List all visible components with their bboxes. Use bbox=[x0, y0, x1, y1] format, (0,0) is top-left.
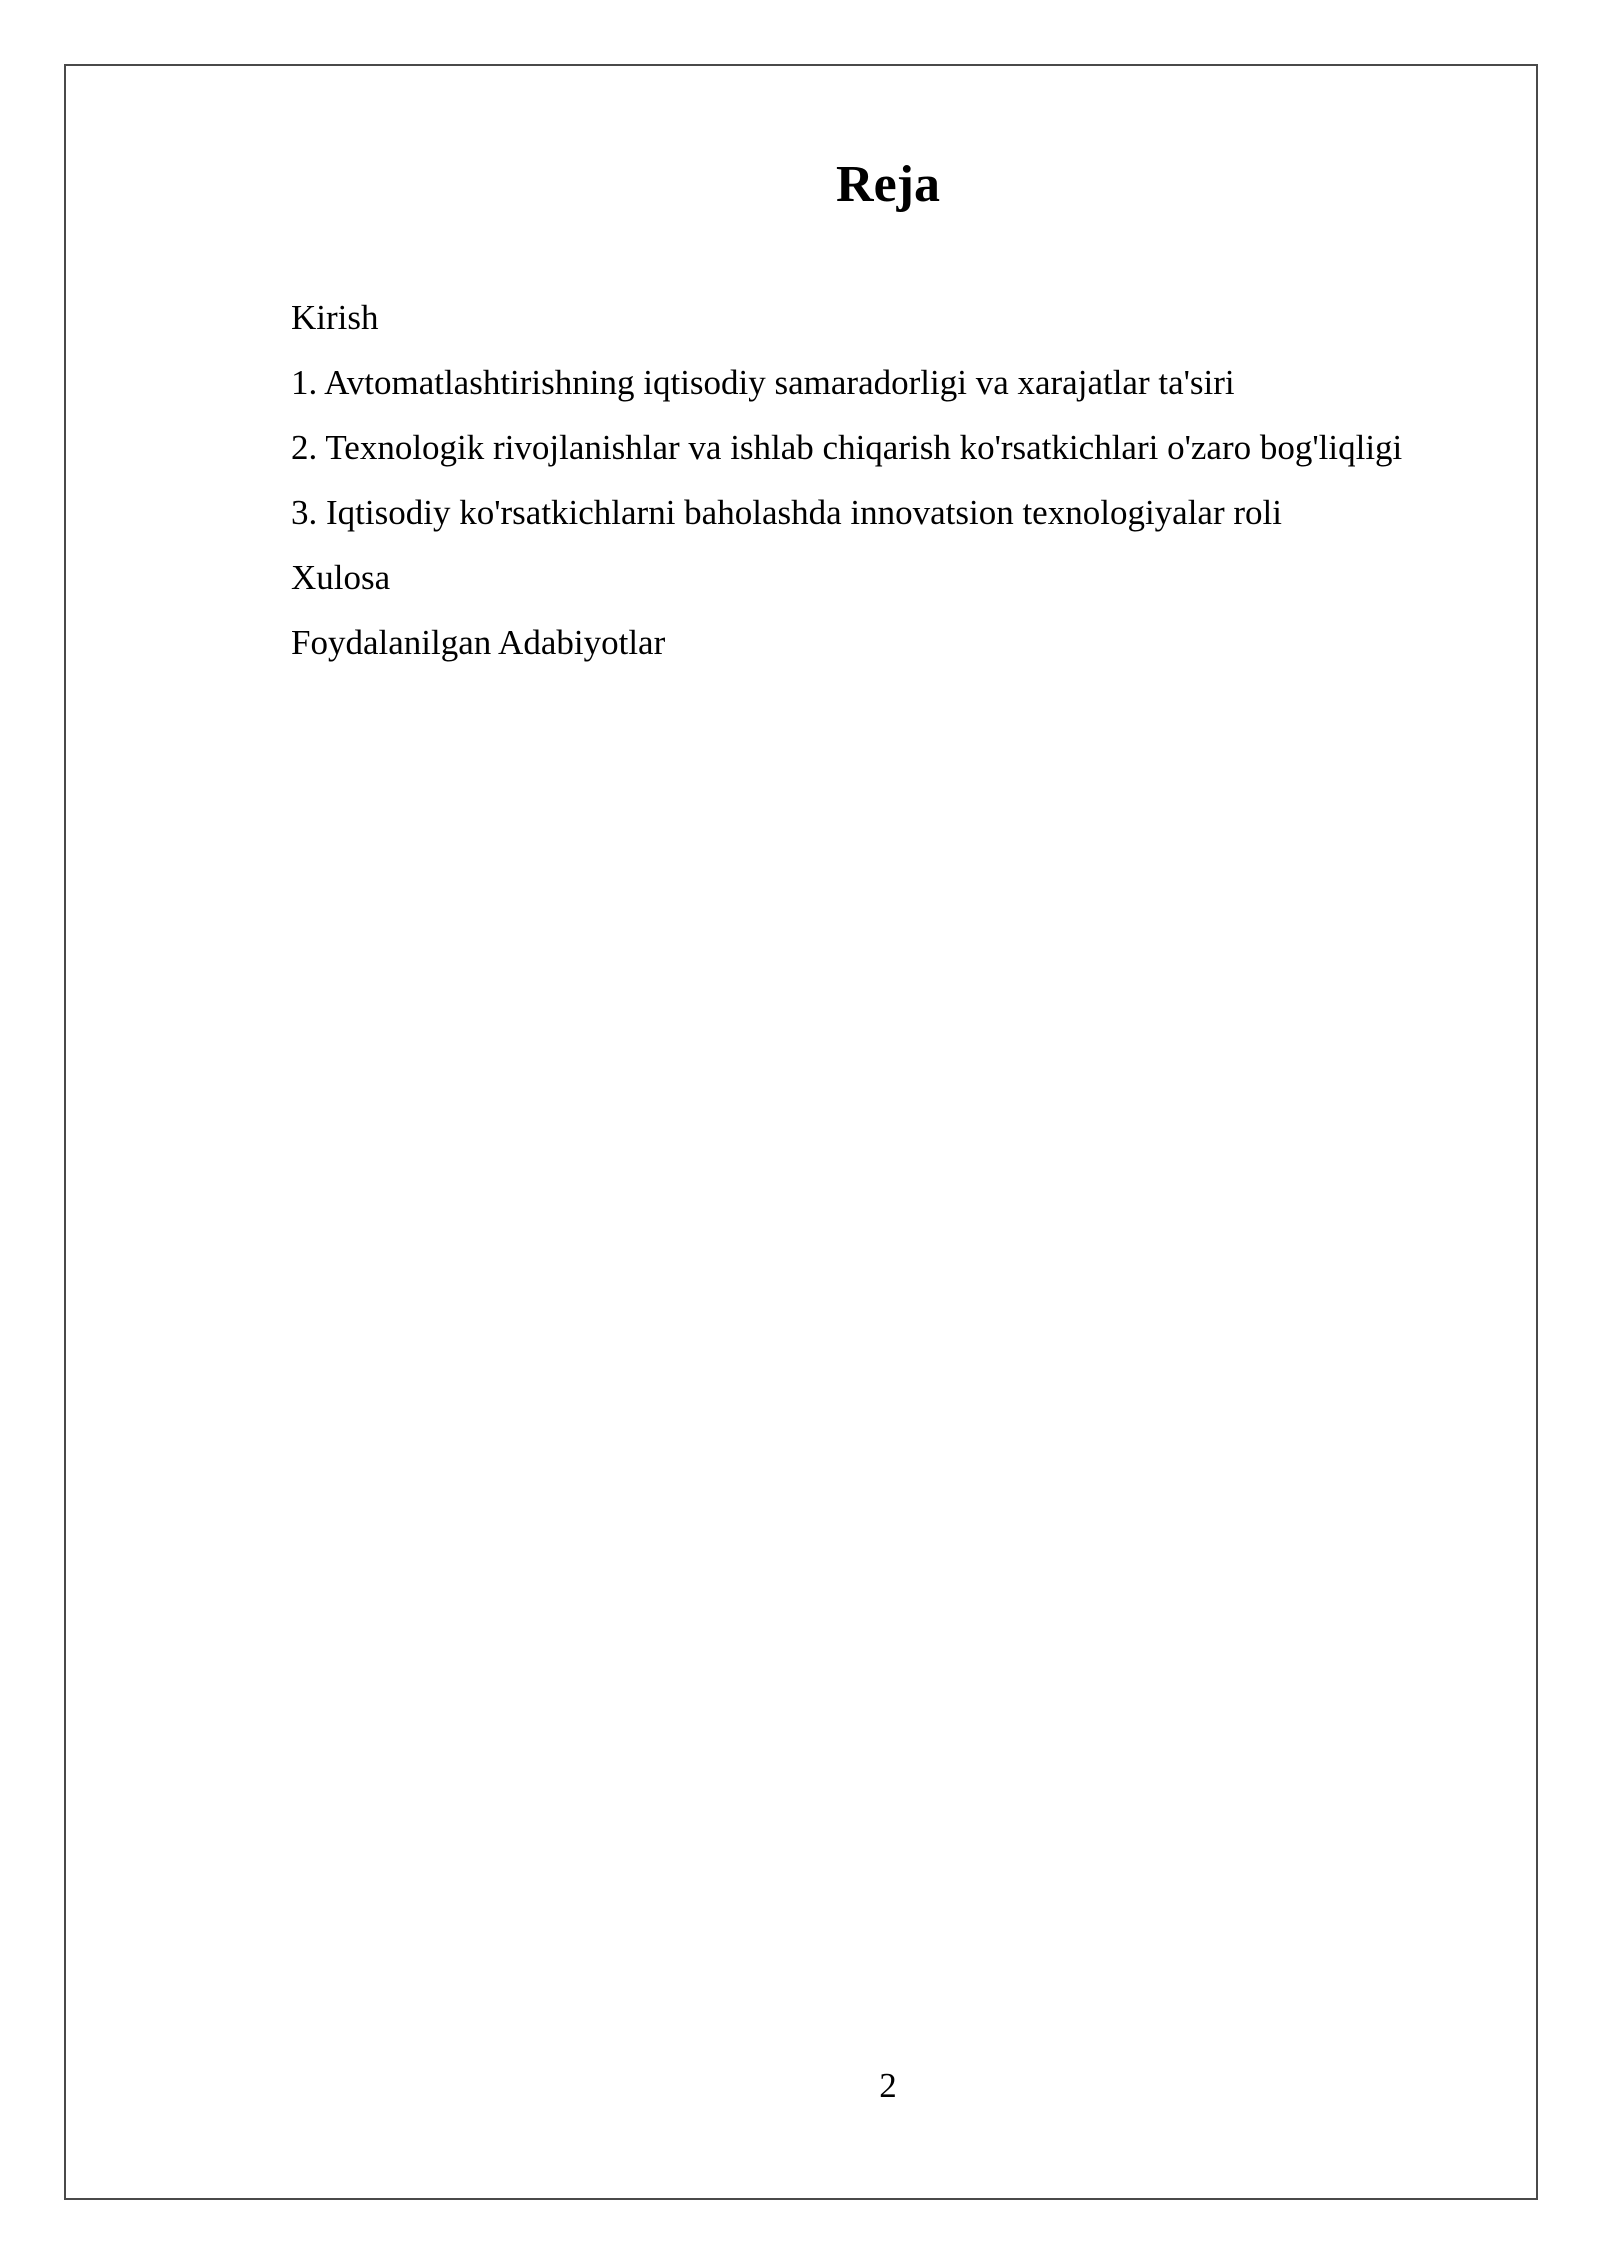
toc-item-conclusion: Xulosa bbox=[291, 558, 391, 597]
toc-item-section-1: 1. Avtomatlashtirishning iqtisodiy samaradorligi va xarajatlar ta'siri bbox=[291, 363, 1235, 402]
page-number: 2 bbox=[879, 2066, 897, 2105]
toc-item-section-3: 3. Iqtisodiy ko'rsatkichlarni baholashda innovatsion texnologiyalar roli bbox=[291, 493, 1282, 532]
toc-item-introduction: Kirish bbox=[291, 298, 379, 337]
toc-item-section-2: 2. Texnologik rivojlanishlar va ishlab chiqarish ko'rsatkichlari o'zaro bog'liqligi bbox=[291, 428, 1403, 467]
page-title: Reja bbox=[836, 156, 940, 213]
table-of-contents bbox=[229, 285, 1487, 675]
toc-item-references: Foydalanilgan Adabiyotlar bbox=[291, 623, 666, 662]
